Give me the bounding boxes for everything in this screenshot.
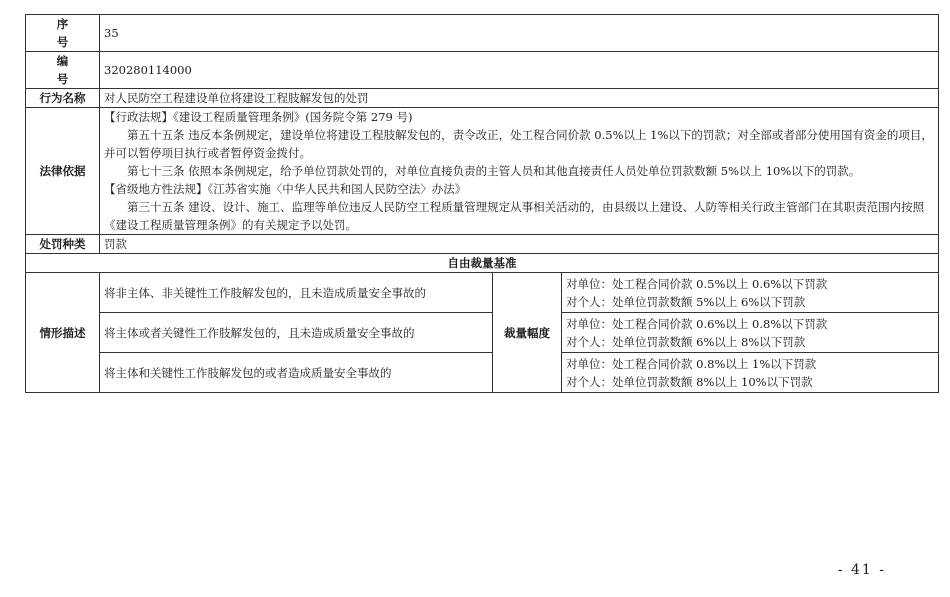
- discretion-row: [26, 353, 939, 393]
- penalty-type-label: 处罚种类: [26, 235, 100, 254]
- range-individual: 对个人：处单位罚款数额 5%以上 6%以下罚款: [566, 294, 806, 309]
- row-basis: [26, 108, 939, 235]
- situation-text: 将主体或者关键性工作肢解发包的，且未造成质量安全事故的: [100, 313, 493, 353]
- seq-label: 序 号: [26, 15, 100, 52]
- code-value: 320280114000: [100, 52, 939, 89]
- range-unit: 对单位：处工程合同价款 0.8%以上 1%以下罚款: [566, 356, 817, 371]
- discretion-row: [26, 313, 939, 353]
- row-seq: [26, 15, 939, 52]
- situation-text: 将主体和关键性工作肢解发包的或者造成质量安全事故的: [100, 353, 493, 393]
- name-label: 行为名称: [26, 89, 100, 108]
- name-value: 对人民防空工程建设单位将建设工程肢解发包的处罚: [100, 89, 939, 108]
- penalty-table: [25, 14, 939, 393]
- basis-paragraph: 第三十五条 建设、设计、施工、监理等单位违反人民防空工程质量管理规定从事相关活动的，由县级以上建设、人防等相关行政主管部门在其职责范围内按照《建设工程质量管理条例》的有关规定予以处罚。: [104, 200, 925, 232]
- range-cell: [562, 353, 939, 393]
- range-individual: 对个人：处单位罚款数额 6%以上 8%以下罚款: [566, 334, 806, 349]
- range-unit: 对单位：处工程合同价款 0.6%以上 0.8%以下罚款: [566, 316, 828, 331]
- basis-paragraph: 【行政法规】《建设工程质量管理条例》(国务院令第 279 号): [104, 110, 413, 124]
- basis-paragraph: 【省级地方性法规】《江苏省实施〈中华人民共和国人民防空法〉办法》: [104, 182, 467, 196]
- basis-label: 法律依据: [26, 108, 100, 235]
- row-discretion-title: [26, 254, 939, 273]
- situation-label: 情形描述: [26, 273, 100, 393]
- penalty-type-value: 罚款: [100, 235, 939, 254]
- basis-paragraph: 第七十三条 依照本条例规定，给予单位罚款处罚的，对单位直接负责的主管人员和其他直接责任人员处单位罚款数额 5%以上 10%以下的罚款。: [127, 164, 861, 178]
- discretion-row: [26, 273, 939, 313]
- row-penalty-type: [26, 235, 939, 254]
- range-cell: [562, 273, 939, 313]
- range-cell: [562, 313, 939, 353]
- row-code: [26, 52, 939, 89]
- row-name: [26, 89, 939, 108]
- range-label: 裁量幅度: [493, 273, 562, 393]
- seq-value: 35: [100, 15, 939, 52]
- situation-text: 将非主体、非关键性工作肢解发包的，且未造成质量安全事故的: [100, 273, 493, 313]
- page-number: - 41 -: [837, 562, 886, 578]
- basis-paragraph: 第五十五条 违反本条例规定，建设单位将建设工程肢解发包的，责令改正，处工程合同价款 0.5%以上 1%以下的罚款；对全部或者部分使用国有资金的项目，并可以暂停项目执行或者暂停资金拨付。: [104, 128, 933, 160]
- basis-content: [100, 108, 939, 235]
- discretion-title: 自由裁量基准: [26, 254, 939, 273]
- code-label: 编 号: [26, 52, 100, 89]
- range-individual: 对个人：处单位罚款数额 8%以上 10%以下罚款: [566, 374, 813, 389]
- range-unit: 对单位：处工程合同价款 0.5%以上 0.6%以下罚款: [566, 276, 828, 291]
